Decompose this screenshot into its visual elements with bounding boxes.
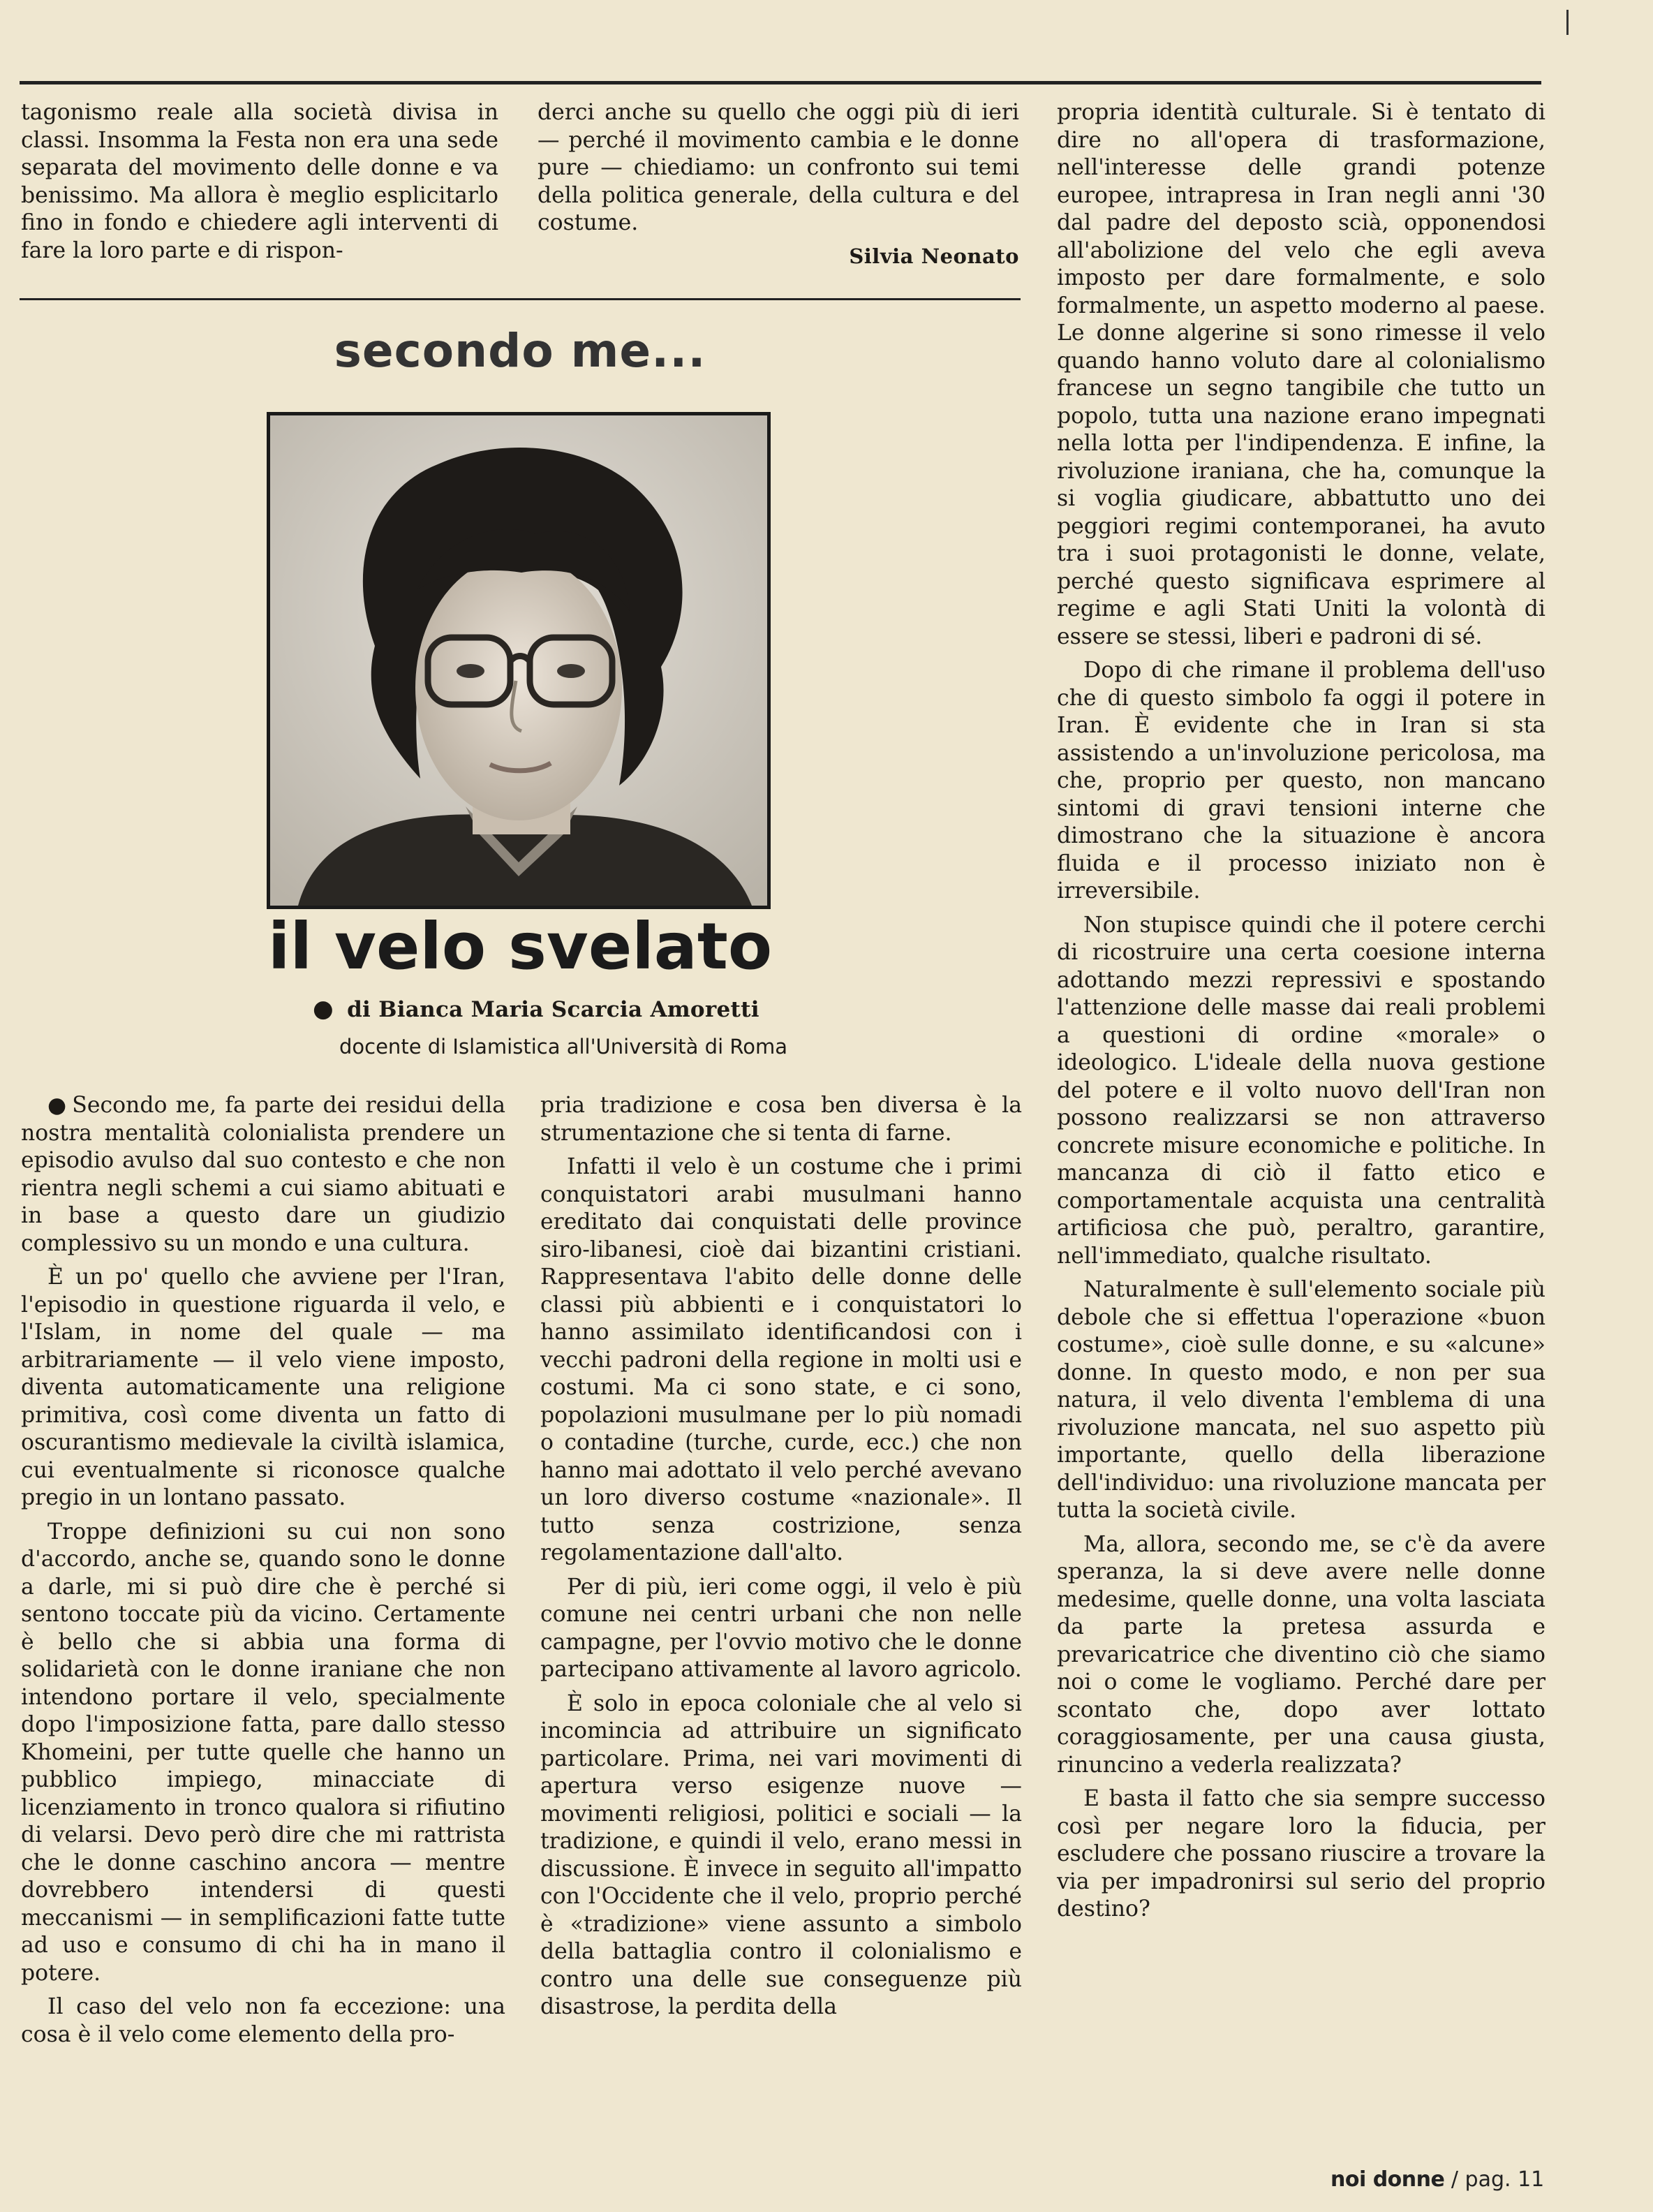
prev-article-signature: Silvia Neonato xyxy=(849,244,1019,268)
article-paragraph: pria tradizione e cosa ben diversa è la strumentazione che si tenta di farne. xyxy=(540,1093,1022,1146)
article-paragraph: Per di più, ieri come oggi, il velo è più comune nei centri urbani che non nelle campagne, per l'ovvio motivo che le donne partecipano attivamente al lavoro agricolo. xyxy=(540,1574,1022,1682)
article-paragraph: Il caso del velo non fa eccezione: una cosa è il velo come elemento della pro- xyxy=(21,1994,505,2047)
article-paragraph: È un po' quello che avviene per l'Iran, l'episodio in questione riguarda il velo, e l'Islam, in nome del quale — ma arbitrariamente — il velo viene imposto, diventa automaticamente una religione primitiva, così come diventa un fatto di oscurantismo medievale la civiltà islamica, cui eventualmente si riconosce qualche pregio in un lontano passato. xyxy=(21,1264,505,1510)
lead-bullet: ● xyxy=(47,1093,68,1118)
author-affiliation: docente di Islamistica all'Università di Roma xyxy=(339,1035,787,1059)
page-footer xyxy=(1330,2167,1544,2192)
article-paragraph: Infatti il velo è un costume che i primi conquistatori arabi musulmani hanno ereditato dai conquistati delle province siro-libanesi, cioè dai bizantini cristiani. Rappresentava l'abito delle donne delle classi più abbienti e i conquistatori lo hanno assimilato identificandosi con i vecchi padroni della regione in molti usi e costumi. Ma ci sono state, e ci sono, popolazioni musulmane per lo più nomadi o contadine (turche, curde, ecc.) che non hanno mai adottato il velo perché avevano un loro diverso costume «nazionale». Il tutto senza costrizione, senza regolamentazione dall'alto. xyxy=(540,1154,1022,1565)
top-rule xyxy=(20,81,1541,84)
article-paragraph: Naturalmente è sull'elemento sociale più debole che si effettua l'operazione «buon costume», cioè sulle donne, e su «alcune» donne. In questo modo, e non per sua natura, il velo diventa l'emblema di una rivoluzione mancata, nel suo aspetto più importante, quello della liberazione dell'individuo: una rivoluzione mancata per tutta la società civile. xyxy=(1057,1277,1545,1523)
article-paragraph xyxy=(21,1092,505,1258)
section-kicker: secondo me... xyxy=(334,324,706,378)
article-column-3 xyxy=(1057,99,1545,1924)
section-rule xyxy=(20,298,1021,300)
article-paragraph: È solo in epoca coloniale che al velo si incomincia ad attribuire un significato particolare. Prima, nei vari movimenti di apertura verso esigenze nuove — movimenti religiosi, politici e sociali — la tradizione, e quindi il velo, erano messi in discussione. È invece in seguito all'impatto con l'Occidente che il velo, proprio perché è «tradizione» viene assunto a simbolo della battaglia contro il colonialismo e contro una delle sue conseguenze più disastrose, la perdita della xyxy=(540,1690,1022,2019)
article-paragraph: Dopo di che rimane il problema dell'uso che di questo simbolo fa oggi il potere in Iran. È evidente che in Iran si sta assistendo a un'involuzione pericolosa, ma che, proprio per questo, non mancano sintomi di gravi tensioni interne che dimostrano che la situazione è ancora fluida e il processo iniziato non è irreversibile. xyxy=(1057,658,1545,904)
author-portrait xyxy=(267,412,771,909)
article-paragraph: E basta il fatto che sia sempre successo così per negare loro la fiducia, per escludere che possano riuscire a trovare la via per impadronirsi sul serio del proprio destino? xyxy=(1057,1786,1545,1922)
article-paragraph-text: Secondo me, fa parte dei residui della nostra mentalità colonialista prendere un episodio avulso dal suo contesto e che non rientra negli schemi a cui siamo abituati e in base a questo dare un giudizio complessivo su un mondo e una cultura. xyxy=(21,1093,505,1256)
byline-author: di Bianca Maria Scarcia Amoretti xyxy=(347,997,759,1022)
prev-article-col1 xyxy=(21,99,498,265)
magazine-name: noi donne xyxy=(1330,2167,1445,2192)
byline-bullet: ● xyxy=(313,995,334,1023)
article-paragraph: Non stupisce quindi che il potere cerchi di ricostruire una certa coesione interna adottando mezzi repressivi e spostando l'attenzione delle masse dai reali problemi a questioni di ordine «morale» o ideologico. L'ideale della nuova gestione del potere e il volto nuovo dell'Iran non possono realizzarsi se non attraverso concrete misure economiche e politiche. In mancanza di ciò il fatto etico e comportamentale acquista una centralità artificiosa che può, peraltro, garantire, nell'immediato, qualche risultato. xyxy=(1057,912,1545,1269)
article-column-2 xyxy=(540,1092,1022,2021)
prev-article-col2 xyxy=(538,99,1019,270)
page-number: pag. 11 xyxy=(1465,2167,1545,2192)
prev-article-text-1: tagonismo reale alla società divisa in classi. Insomma la Festa non era una sede separata del movimento delle donne e va benissimo. Ma allora è meglio esplicitarlo fino in fondo e chiedere agli interventi di fare la loro parte e di rispon- xyxy=(21,100,498,263)
prev-article-text-2: derci anche su quello che oggi più di ieri — perché il movimento cambia e le donne pure — chiediamo: un confronto sui temi della politica generale, della cultura e del costume. xyxy=(538,100,1019,235)
margin-mark xyxy=(1566,10,1569,35)
article-paragraph: Troppe definizioni su cui non sono d'accordo, anche se, quando sono le donne a darle, mi si può dire che è perché si sentono toccate più da vicino. Certamente è bello che si abbia una forma di solidarietà con le donne iraniane che non intendono portare il velo, specialmente dopo l'imposizione fatta, pare dallo stesso Khomeini, per tutte quelle che hanno un pubblico impiego, minacciate di licenziamento in tronco qualora si rifiutino di velarsi. Devo però dire che mi rattrista che le donne caschino ancora — mentre dovrebbero intendersi di questi meccanismi — in semplificazioni fatte tutte ad uso e consumo di chi ha in mano il potere. xyxy=(21,1519,505,1986)
article-paragraph: propria identità culturale. Si è tentato di dire no all'opera di trasformazione, nell'interesse delle grandi potenze europee, intrapresa in Iran negli anni '30 dal padre del deposto scià, opponendosi all'abolizione del velo che egli aveva imposto per dare formalmente, e solo formalmente, un aspetto moderno al paese. Le donne algerine si sono rimesse il velo quando hanno voluto dare al colonialismo francese un segno tangibile che tutto un popolo, tutta una nazione erano impegnati nella lotta per l'indipendenza. E infine, la rivoluzione iraniana, che ha, comunque la si voglia giudicare, abbattutto uno dei peggiori regimi contemporanei, ha avuto tra i suoi protagonisti le donne, velate, perché questo significava esprimere al regime e agli Stati Uniti la volontà di essere se stessi, liberi e padroni di sé. xyxy=(1057,100,1545,649)
portrait-photo xyxy=(270,415,767,906)
article-headline: il velo svelato xyxy=(267,909,773,984)
article-paragraph: Ma, allora, secondo me, se c'è da avere speranza, la si deve avere nelle donne medesime, quelle donne, una volta lasciata da parte la pretesa assurda e prevaricatrice che diventino ciò che siamo noi o come le vogliamo. Perché dare per scontato che, dopo aver lottato coraggiosamente, per una causa giusta, rinuncino a vederla realizzata? xyxy=(1057,1531,1545,1778)
article-byline xyxy=(313,995,759,1023)
footer-separator: / xyxy=(1451,2167,1458,2192)
article-column-1 xyxy=(21,1092,505,2049)
